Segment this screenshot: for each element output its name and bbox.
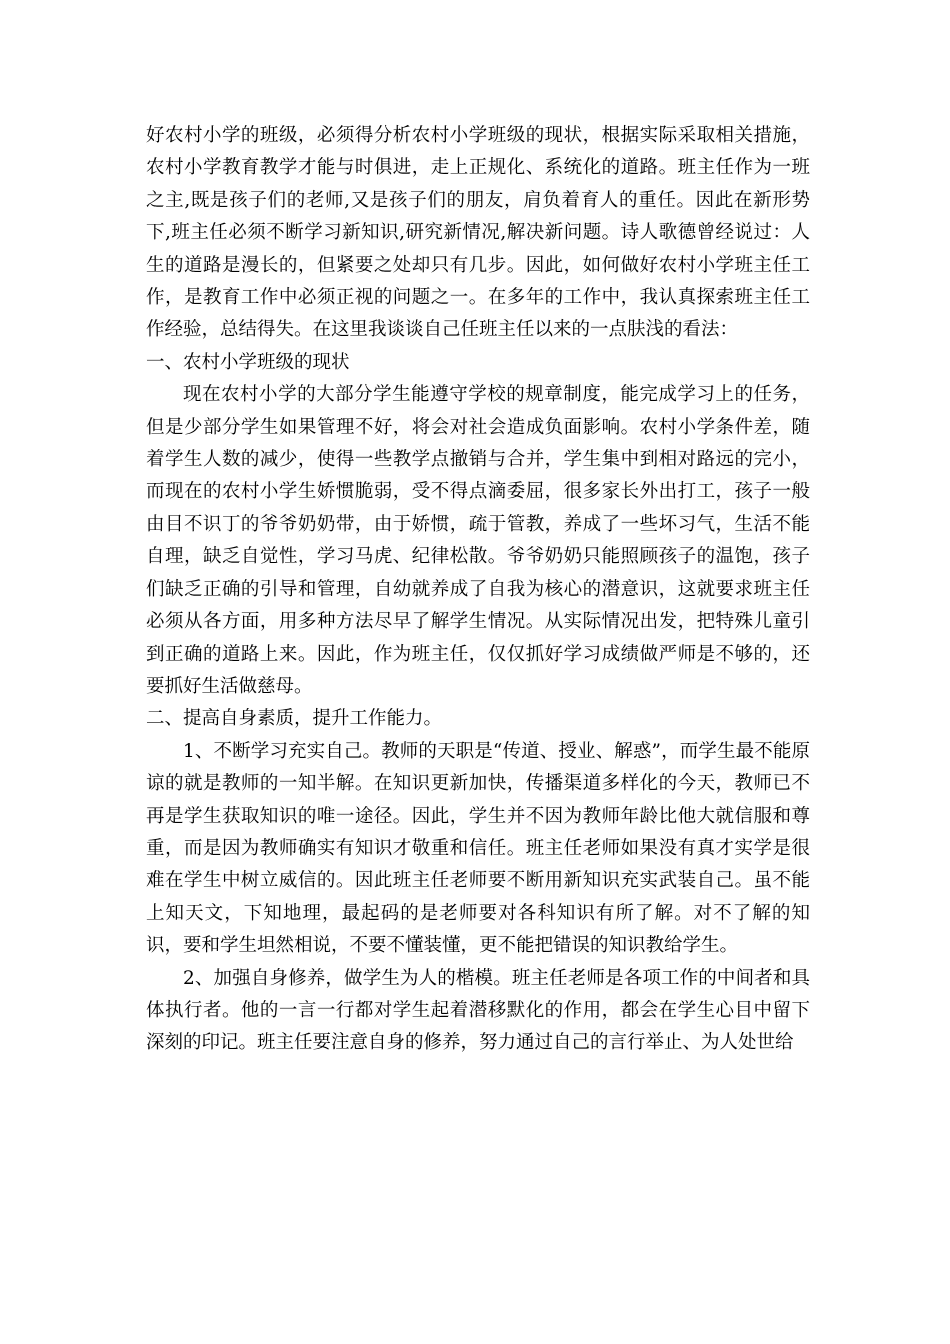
intro-paragraph: 好农村小学的班级，必须得分析农村小学班级的现状，根据实际采取相关措施，农村小学教育教学才能与时俱进，走上正规化、系统化的道路。班主任作为一班之主,既是孩子们的老师,又是孩子们的朋友，肩负着育人的重任。因此在新形势下,班主任必须不断学习新知识,研究新情况,解决新问题。诗人歌德曾经说过：人生的道路是漫长的，但紧要之处却只有几步。因此，如何做好农村小学班主任工作，是教育工作中必须正视的问题之一。在多年的工作中，我认真探索班主任工作经验，总结得失。在这里我谈谈自己任班主任以来的一点肤浅的看法： (146, 125, 810, 341)
section2-paragraph-1: 1、不断学习充实自己。教师的天职是“传道、授业、解惑”，而学生最不能原谅的就是教师的一知半解。在知识更新加快，传播渠道多样化的今天，教师已不再是学生获取知识的唯一途径。因此，学生并不因为教师年龄比他大就信服和尊重，而是因为教师确实有知识才敬重和信任。班主任老师如果没有真才实学是很难在学生中树立威信的。因此班主任老师要不断用新知识充实武装自己。虽不能上知天文，下知地理，最起码的是老师要对各科知识有所了解。对不了解的知识，要和学生坦然相说，不要不懂装懂，更不能把错误的知识教给学生。 (146, 740, 810, 957)
section-heading-1: 一、农村小学班级的现状 (146, 351, 350, 373)
section-heading-2: 二、提高自身素质，提升工作能力。 (146, 708, 443, 730)
document-body (146, 120, 810, 1060)
section2-paragraph-2: 2、加强自身修养，做学生为人的楷模。班主任老师是各项工作的中间者和具体执行者。他的一言一行都对学生起着潜移默化的作用，都会在学生心目中留下深刻的印记。班主任要注意自身的修养，努力通过自己的言行举止、为人处世给 (146, 967, 810, 1054)
section1-paragraph: 现在农村小学的大部分学生能遵守学校的规章制度，能完成学习上的任务，但是少部分学生如果管理不好，将会对社会造成负面影响。农村小学条件差，随着学生人数的减少，使得一些教学点撤销与合并，学生集中到相对路远的完小，而现在的农村小学生娇惯脆弱，受不得点滴委屈，很多家长外出打工，孩子一般由目不识丁的爷爷奶奶带，由于娇惯，疏于管教，养成了一些坏习气，生活不能自理，缺乏自觉性，学习马虎、纪律松散。爷爷奶奶只能照顾孩子的温饱，孩子们缺乏正确的引导和管理，自幼就养成了自我为核心的潜意识，这就要求班主任必须从各方面，用多种方法尽早了解学生情况。从实际情况出发，把特殊儿童引到正确的道路上来。因此，作为班主任，仅仅抓好学习成绩做严师是不够的，还要抓好生活做慈母。 (146, 384, 810, 697)
